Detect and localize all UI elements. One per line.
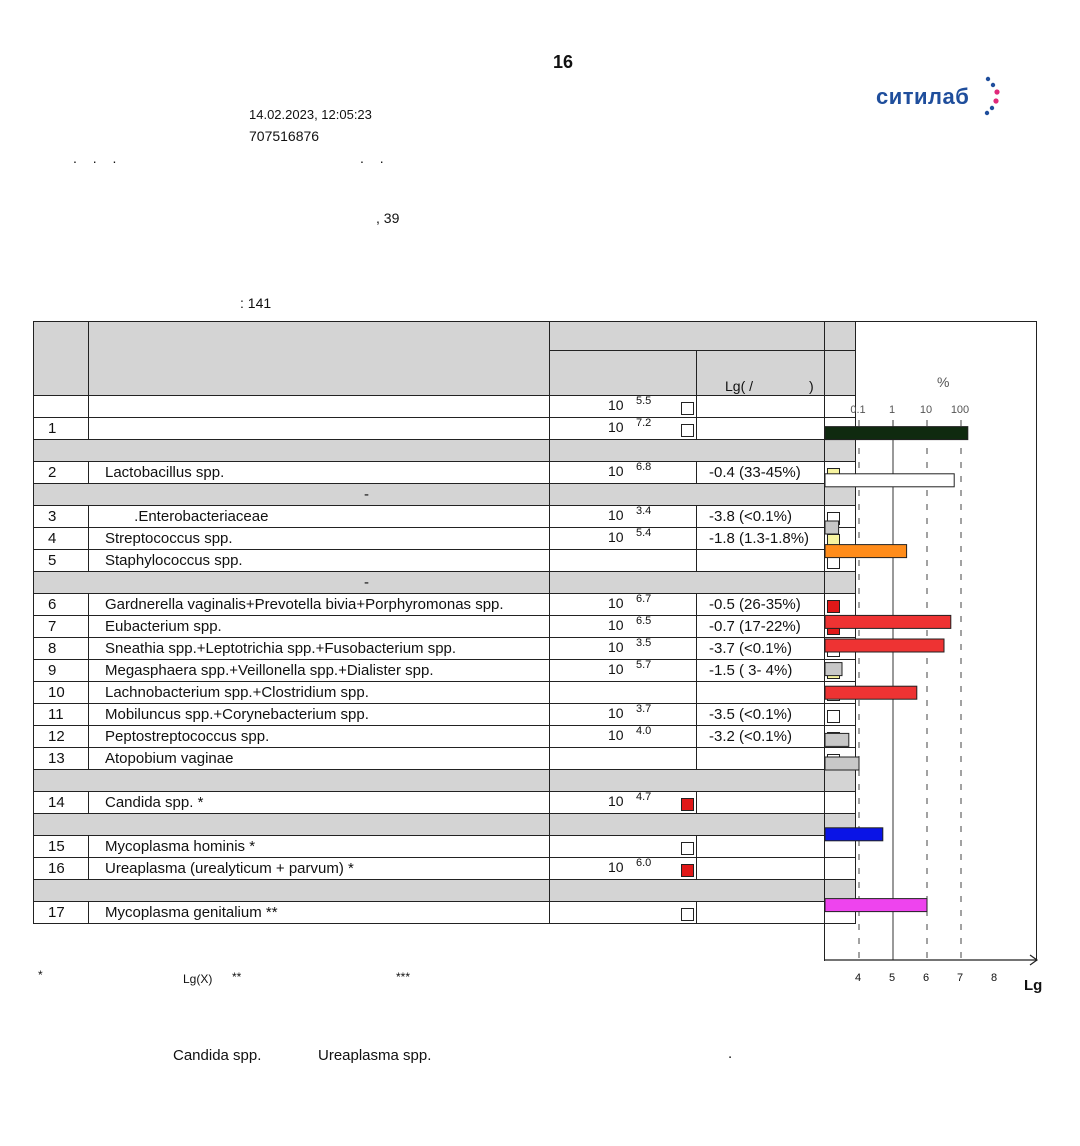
section-row [34, 770, 856, 792]
chart-bar [825, 733, 849, 746]
quantity-cell [550, 748, 697, 770]
exponent: 3.7 [636, 703, 652, 715]
page-number: 16 [553, 52, 574, 72]
relative-lg-value: -3.8 (<0.1%) [709, 508, 792, 525]
chart-bar [825, 427, 968, 440]
chart-bar [825, 545, 907, 558]
table-row [34, 836, 856, 858]
quantity-cell [550, 858, 697, 880]
section-row [34, 484, 856, 506]
base-ten: 10 [608, 793, 624, 809]
table-row [34, 902, 856, 924]
x-tick-label: 6 [922, 972, 930, 984]
section-row [34, 880, 856, 902]
exponent: 3.4 [636, 505, 652, 517]
percent-tick-label: 100 [950, 404, 970, 416]
base-ten: 10 [608, 595, 624, 611]
organism-name: Gardnerella vaginalis+Prevotella bivia+Porphyromonas spp. [89, 594, 550, 616]
chart-bar [825, 663, 842, 676]
row-number: 6 [34, 594, 89, 616]
table-row [34, 462, 856, 484]
organism-name: Mobiluncus spp.+Corynebacterium spp. [89, 704, 550, 726]
table-row [34, 748, 856, 770]
quantity-cell [550, 902, 697, 924]
percent-label: % [937, 374, 950, 390]
footnote-star: * [38, 968, 43, 982]
organism-name: .Enterobacteriaceae [89, 506, 550, 528]
organism-name: Streptococcus spp. [89, 528, 550, 550]
row-number: 3 [34, 506, 89, 528]
organism-name: Peptostreptococcus spp. [89, 726, 550, 748]
table-row [34, 396, 856, 418]
x-tick-label: 8 [990, 972, 998, 984]
row-number: 4 [34, 528, 89, 550]
base-ten: 10 [608, 463, 624, 479]
logo-dots-icon [980, 74, 1010, 118]
quantity-cell [550, 682, 697, 704]
percent-tick-label: 0.1 [850, 404, 866, 416]
organism-name [89, 418, 550, 440]
chart-bar [825, 521, 839, 534]
exponent: 5.7 [636, 659, 652, 671]
organism-name: Mycoplasma genitalium ** [89, 902, 550, 924]
quantity-cell [550, 726, 697, 748]
chart-bar [825, 686, 917, 699]
base-ten: 10 [608, 661, 624, 677]
base-ten: 10 [608, 639, 624, 655]
table-row [34, 550, 856, 572]
row-number: 8 [34, 638, 89, 660]
quantity-cell [550, 660, 697, 682]
table-row [34, 792, 856, 814]
section-row [34, 814, 856, 836]
bacteria-lg-chart [820, 370, 1065, 1000]
footnote-double-star: ** [232, 970, 242, 984]
table-row [34, 682, 856, 704]
table-row [34, 616, 856, 638]
organism-name: Lachnobacterium spp.+Clostridium spp. [89, 682, 550, 704]
status-marker [681, 424, 694, 437]
sample-value: : 141 [240, 295, 272, 311]
quantity-cell [550, 418, 697, 440]
age-value: , 39 [376, 210, 400, 226]
quantity-cell [550, 528, 697, 550]
exponent: 6.8 [636, 461, 652, 473]
table-header-top [34, 322, 856, 351]
organism-name: Eubacterium spp. [89, 616, 550, 638]
row-number: 12 [34, 726, 89, 748]
patient-dob-dots: . . [360, 150, 390, 166]
footnote-triple-star: *** [396, 970, 411, 984]
relative-lg-value: -3.2 (<0.1%) [709, 728, 792, 745]
lg-header-label: Lg( / [725, 378, 754, 394]
order-id: 707516876 [249, 128, 320, 144]
chart-bar [825, 828, 883, 841]
note-ureaplasma: Ureaplasma spp. [318, 1047, 432, 1064]
quantity-cell [550, 462, 697, 484]
base-ten: 10 [608, 507, 624, 523]
base-ten: 10 [608, 727, 624, 743]
row-number: 1 [34, 418, 89, 440]
exponent: 6.5 [636, 615, 652, 627]
organism-name: Ureaplasma (urealyticum + parvum) * [89, 858, 550, 880]
organism-name: Candida spp. * [89, 792, 550, 814]
quantity-cell [550, 616, 697, 638]
quantity-cell [550, 396, 697, 418]
organism-name: Atopobium vaginae [89, 748, 550, 770]
exponent: 4.7 [636, 791, 652, 803]
quantity-cell [550, 550, 697, 572]
relative-lg-value: -3.5 (<0.1%) [709, 706, 792, 723]
base-ten: 10 [608, 529, 624, 545]
citilab-logo [876, 74, 1016, 118]
status-marker [681, 842, 694, 855]
table-row [34, 528, 856, 550]
exponent: 7.2 [636, 417, 652, 429]
quantity-cell [550, 638, 697, 660]
chart-bar [825, 615, 951, 628]
row-number: 9 [34, 660, 89, 682]
organism-name [89, 396, 550, 418]
status-marker [681, 864, 694, 877]
row-number: 10 [34, 682, 89, 704]
base-ten: 10 [608, 617, 624, 633]
base-ten: 10 [608, 419, 624, 435]
row-number: 2 [34, 462, 89, 484]
exponent: 6.7 [636, 593, 652, 605]
x-axis-label: Lg [1024, 977, 1043, 994]
organism-name: Megasphaera spp.+Veillonella spp.+Dialister spp. [89, 660, 550, 682]
row-number: 5 [34, 550, 89, 572]
base-ten: 10 [608, 397, 624, 413]
organism-name: Lactobacillus spp. [89, 462, 550, 484]
footnote-lgx: Lg(X) [183, 972, 213, 986]
quantity-cell [550, 594, 697, 616]
table-row [34, 726, 856, 748]
note-dot: . [728, 1045, 733, 1062]
table-row [34, 704, 856, 726]
report-datetime: 14.02.2023, 12:05:23 [249, 107, 372, 122]
table-row [34, 660, 856, 682]
relative-lg-value: -3.7 (<0.1%) [709, 640, 792, 657]
percent-tick-label: 1 [888, 404, 896, 416]
section-label: - [364, 486, 369, 503]
table-row [34, 418, 856, 440]
row-number: 13 [34, 748, 89, 770]
status-marker [681, 798, 694, 811]
x-tick-label: 5 [888, 972, 896, 984]
exponent: 6.0 [636, 857, 652, 869]
chart-bar [825, 474, 954, 487]
relative-lg-value: -0.7 (17-22%) [709, 618, 801, 635]
logo-text: ситилаб [876, 84, 970, 109]
x-tick-label: 4 [854, 972, 862, 984]
x-tick-label: 7 [956, 972, 964, 984]
table-row [34, 594, 856, 616]
quantity-cell [550, 792, 697, 814]
exponent: 4.0 [636, 725, 652, 737]
status-marker [681, 908, 694, 921]
section-row [34, 572, 856, 594]
organism-name: Sneathia spp.+Leptotrichia spp.+Fusobacterium spp. [89, 638, 550, 660]
row-number: 17 [34, 902, 89, 924]
status-marker [681, 402, 694, 415]
quantity-cell [550, 506, 697, 528]
row-number [34, 396, 89, 418]
relative-lg-value: -1.5 ( 3- 4%) [709, 662, 793, 679]
note-candida: Candida spp. [173, 1047, 262, 1064]
results-table [33, 321, 856, 924]
table-row [34, 506, 856, 528]
chart-bar [825, 639, 944, 652]
lg-header-paren: ) [809, 378, 814, 394]
base-ten: 10 [608, 859, 624, 875]
chart-bar [825, 757, 859, 770]
exponent: 3.5 [636, 637, 652, 649]
relative-lg-value: -0.5 (26-35%) [709, 596, 801, 613]
section-label: - [364, 574, 369, 591]
exponent: 5.4 [636, 527, 652, 539]
patient-name-dots: . . . [73, 150, 123, 166]
row-number: 11 [34, 704, 89, 726]
chart-bar [825, 899, 927, 912]
percent-tick-label: 10 [919, 404, 933, 416]
organism-name: Mycoplasma hominis * [89, 836, 550, 858]
relative-lg-value: -0.4 (33-45%) [709, 464, 801, 481]
exponent: 5.5 [636, 395, 652, 407]
quantity-cell [550, 836, 697, 858]
organism-name: Staphylococcus spp. [89, 550, 550, 572]
table-row [34, 638, 856, 660]
row-number: 14 [34, 792, 89, 814]
row-number: 15 [34, 836, 89, 858]
table-row [34, 858, 856, 880]
row-number: 7 [34, 616, 89, 638]
row-number: 16 [34, 858, 89, 880]
section-row [34, 440, 856, 462]
base-ten: 10 [608, 705, 624, 721]
relative-lg-value: -1.8 (1.3-1.8%) [709, 530, 810, 547]
quantity-cell [550, 704, 697, 726]
